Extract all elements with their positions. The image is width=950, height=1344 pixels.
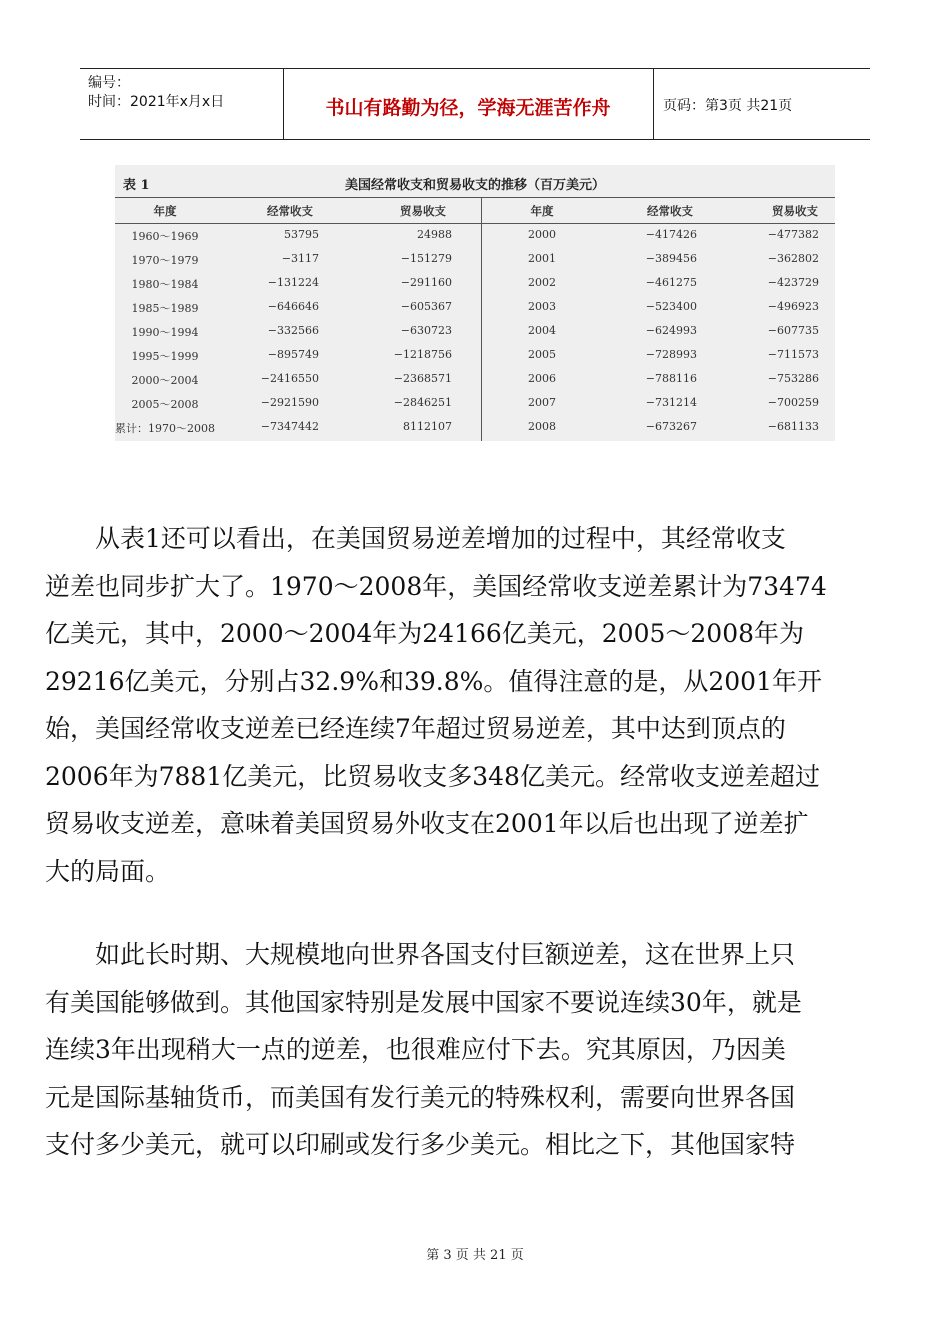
table-row <box>115 295 835 319</box>
cell-current-account: −624993 <box>645 324 697 337</box>
cell-trade-balance: −2846251 <box>393 396 452 409</box>
cell-year: 2005 <box>528 348 556 361</box>
cell-trade-balance: −753286 <box>767 372 819 385</box>
cell-current-account: −131224 <box>267 276 319 289</box>
paragraph-line: 元是国际基轴货币，而美国有发行美元的特殊权利，需要向世界各国 <box>45 1082 796 1112</box>
paragraph-line: 连续3年出现稍大一点的逆差，也很难应付下去。究其原因，乃因美 <box>45 1035 786 1064</box>
table-row <box>115 391 835 415</box>
table-row <box>115 367 835 391</box>
doc-code-label: 编号： <box>88 75 130 91</box>
header-meta <box>80 69 284 139</box>
paragraph-line: 始，美国经常收支逆差已经连续7年超过贸易逆差，其中达到顶点的 <box>45 714 786 743</box>
cell-year: 2004 <box>528 324 556 337</box>
cell-trade-balance: −681133 <box>767 420 819 433</box>
cell-trade-balance: −151279 <box>400 252 452 265</box>
cell-trade-balance: −605367 <box>400 300 452 313</box>
cell-year: 1980～1984 <box>131 278 199 291</box>
cell-year: 2005～2008 <box>131 398 199 411</box>
table-title-row <box>115 165 835 197</box>
page-footer: 第 3 页 共 21 页 <box>426 1248 524 1263</box>
cell-current-account: −2416550 <box>260 372 319 385</box>
cell-trade-balance: −1218756 <box>393 348 452 361</box>
cell-current-account: −332566 <box>267 324 319 337</box>
paragraph-line: 2006年为7881亿美元，比贸易收支多348亿美元。经常收支逆差超过 <box>45 761 820 791</box>
cell-trade-balance: −477382 <box>767 228 819 241</box>
col-header-year-2: 年度 <box>530 204 554 218</box>
paragraph-line: 亿美元，其中，2000～2004年为24166亿美元，2005～2008年为 <box>45 619 805 648</box>
cell-current-account: −2921590 <box>260 396 319 409</box>
cell-year: 1995～1999 <box>131 350 199 363</box>
paragraph-line: 贸易收支逆差，意味着美国贸易外收支在2001年以后也出现了逆差扩 <box>45 809 809 838</box>
paragraph-line: 如此长时期、大规模地向世界各国支付巨额逆差，这在世界上只 <box>45 940 796 969</box>
cell-trade-balance: 8112107 <box>403 420 452 433</box>
cell-year: 2001 <box>528 252 556 265</box>
cell-year: 2000 <box>528 228 556 241</box>
cell-year: 2006 <box>528 372 556 385</box>
cell-current-account: −728993 <box>645 348 697 361</box>
data-table <box>115 165 835 441</box>
body-paragraph-2 <box>45 931 911 1169</box>
col-header-current-account: 经常收支 <box>267 204 313 218</box>
col-header-trade-balance-2: 贸易收支 <box>772 204 818 218</box>
cell-current-account: −3117 <box>281 252 319 265</box>
table-label: 表 1 <box>123 178 150 193</box>
cell-trade-balance: −700259 <box>767 396 819 409</box>
cell-year: 2000～2004 <box>131 374 199 387</box>
cell-trade-balance: −607735 <box>767 324 819 337</box>
cell-year: 1970～1979 <box>131 254 199 267</box>
paragraph-line: 逆差也同步扩大了。1970～2008年，美国经常收支逆差累计为73474 <box>45 571 827 601</box>
cell-current-account: −788116 <box>645 372 697 385</box>
table-row <box>115 247 835 271</box>
table-row <box>115 319 835 343</box>
paragraph-line: 从表1还可以看出，在美国贸易逆差增加的过程中，其经常收支 <box>45 524 786 553</box>
cell-current-account: −7347442 <box>260 420 319 433</box>
cell-trade-balance: −291160 <box>400 276 452 289</box>
paragraph-line: 29216亿美元，分别占32.9%和39.8%。值得注意的是，从2001年开 <box>45 666 822 696</box>
cell-year: 2003 <box>528 300 556 313</box>
cell-trade-balance: −2368571 <box>393 372 452 385</box>
cell-current-account: −417426 <box>645 228 697 241</box>
table-top-rule <box>115 197 835 198</box>
cell-current-account: −731214 <box>645 396 697 409</box>
header-page-cell <box>653 69 870 139</box>
header-page-number: 页码：第3页 共21页 <box>663 98 793 114</box>
cell-current-account: 53795 <box>284 228 319 241</box>
table-row <box>115 223 835 247</box>
cell-year: 2007 <box>528 396 556 409</box>
table-row <box>115 343 835 367</box>
table-row-total <box>115 415 835 439</box>
cell-year: 2008 <box>528 420 556 433</box>
cell-trade-balance: −496923 <box>767 300 819 313</box>
cell-current-account: −895749 <box>267 348 319 361</box>
cell-year: 1985～1989 <box>131 302 199 315</box>
cell-current-account: −646646 <box>267 300 319 313</box>
cell-current-account: −389456 <box>645 252 697 265</box>
cell-year: 1960～1969 <box>131 230 199 243</box>
paragraph-line: 支付多少美元，就可以印刷或发行多少美元。相比之下，其他国家特 <box>45 1130 796 1159</box>
cell-year: 2002 <box>528 276 556 289</box>
cell-trade-balance: −711573 <box>767 348 819 361</box>
cell-year: 1990～1994 <box>131 326 199 339</box>
doc-date-label: 时间：2021年x月x日 <box>88 94 225 110</box>
cell-year: 累计：1970～2008 <box>115 422 215 435</box>
col-header-year: 年度 <box>153 204 177 218</box>
cell-trade-balance: −630723 <box>400 324 452 337</box>
table-row <box>115 271 835 295</box>
table-title: 美国经常收支和贸易收支的推移（百万美元） <box>344 178 605 193</box>
col-header-current-account-2: 经常收支 <box>647 204 693 218</box>
paragraph-line: 大的局面。 <box>45 856 171 886</box>
cell-current-account: −523400 <box>645 300 697 313</box>
cell-current-account: −461275 <box>645 276 697 289</box>
col-header-trade-balance: 贸易收支 <box>400 204 446 218</box>
paragraph-line: 有美国能够做到。其他国家特别是发展中国家不要说连续30年，就是 <box>45 987 802 1017</box>
header-motto: 书山有路勤为径，学海无涯苦作舟 <box>325 97 611 119</box>
cell-current-account: −673267 <box>645 420 697 433</box>
page-header <box>80 68 870 140</box>
cell-trade-balance: −362802 <box>767 252 819 265</box>
body-paragraph-1 <box>45 515 911 895</box>
cell-trade-balance: −423729 <box>767 276 819 289</box>
cell-trade-balance: 24988 <box>417 228 452 241</box>
header-motto-cell <box>283 69 654 139</box>
